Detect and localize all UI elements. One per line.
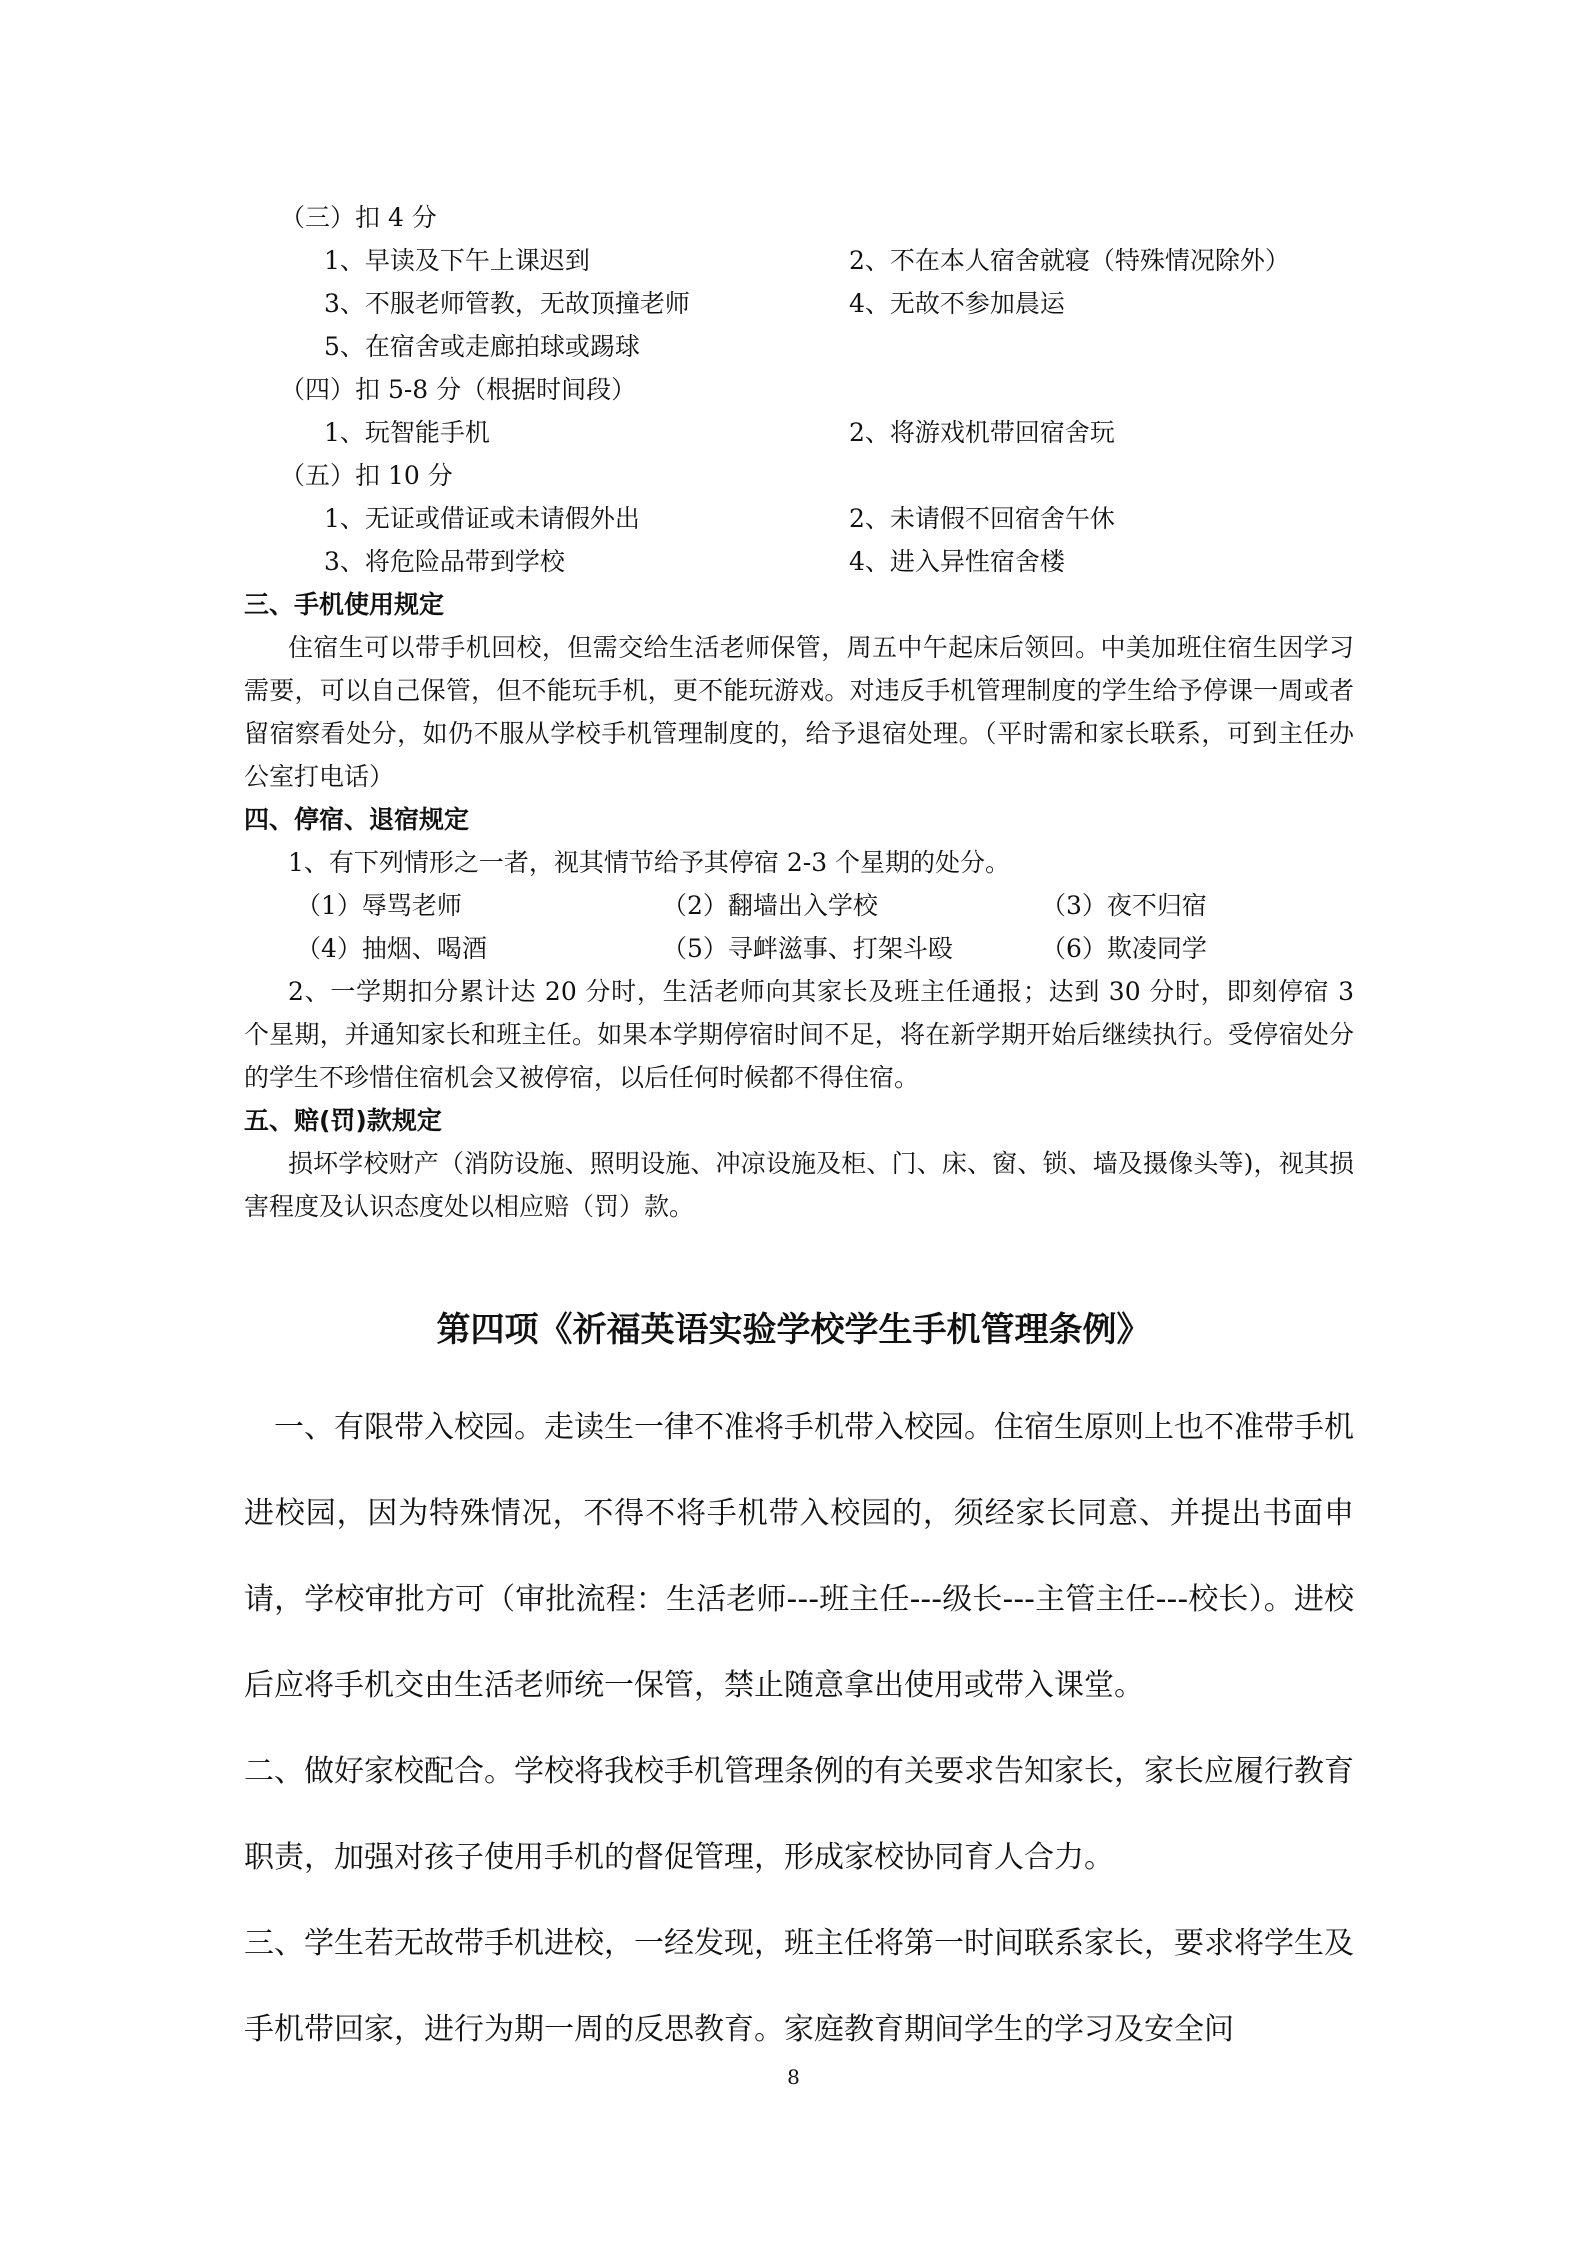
deduct-4-item: 4、无故不参加晨运 xyxy=(849,289,1065,318)
deduct-10-item: 2、未请假不回宿舍午休 xyxy=(849,504,1115,533)
phone-rules-text: 住宿生可以带手机回校，但需交给生活老师保管，周五中午起床后领回。中美加班住宿生因学习需要，可以自己保管，但不能玩手机，更不能玩游戏。对违反手机管理制度的学生给予停课一周或者留宿察看处分，如仍不服从学校手机管理制度的，给予退宿处理。（平时需和家长联系，可到主任办公室打电话） xyxy=(244,633,1354,791)
deduct-10-heading: （五）扣 10 分 xyxy=(280,461,453,490)
deduct-10-item: 1、无证或借证或未请假外出 xyxy=(324,504,640,533)
compensation-heading: 五、赔(罚)款规定 xyxy=(244,1106,442,1135)
suspension-heading: 四、停宿、退宿规定 xyxy=(244,805,470,834)
suspension-case: （5）寻衅滋事、打架斗殴 xyxy=(662,934,953,963)
deduct-4-heading: （三）扣 4 分 xyxy=(280,203,437,232)
deduct-4-item: 3、不服老师管教，无故顶撞老师 xyxy=(324,289,690,318)
suspension-case: （1）辱骂老师 xyxy=(296,891,462,920)
deduct-5-8-heading: （四）扣 5-8 分（根据时间段） xyxy=(280,375,637,404)
deduct-4-item: 1、早读及下午上课迟到 xyxy=(324,246,590,275)
suspension-case: （2）翻墙出入学校 xyxy=(662,891,878,920)
deduct-10-item: 3、将危险品带到学校 xyxy=(324,547,565,576)
page-number: 8 xyxy=(787,2065,800,2089)
suspension-intro: 1、有下列情形之一者，视其情节给予其停宿 2-3 个星期的处分。 xyxy=(288,848,1011,877)
deduct-5-8-item: 2、将游戏机带回宿舍玩 xyxy=(849,418,1115,447)
regulation-paragraph: 一、有限带入校园。走读生一律不准将手机带入校园。住宿生原则上也不准带手机进校园，因为特殊情况，不得不将手机带入校园的，须经家长同意、并提出书面申请，学校审批方可（审批流程：生活老师---班主任---级长---主管主任---校长）。进校后应将手机交由生活老师统一保管，禁止随意拿出使用或带入课堂。 xyxy=(244,1410,1354,1703)
suspension-case: （6）欺凌同学 xyxy=(1041,934,1207,963)
regulation-paragraph: 三、学生若无故带手机进校，一经发现，班主任将第一时间联系家长，要求将学生及手机带回家，进行为期一周的反思教育。家庭教育期间学生的学习及安全问 xyxy=(244,1926,1354,2047)
deduction-rules xyxy=(244,196,1354,1228)
suspension-case: （4）抽烟、喝酒 xyxy=(296,934,487,963)
suspension-case: （3）夜不归宿 xyxy=(1041,891,1207,920)
phone-management-regulations xyxy=(244,1385,1354,2073)
regulation-paragraph: 二、做好家校配合。学校将我校手机管理条例的有关要求告知家长，家长应履行教育职责，加强对孩子使用手机的督促管理，形成家校协同育人合力。 xyxy=(244,1754,1354,1875)
deduct-5-8-item: 1、玩智能手机 xyxy=(324,418,490,447)
suspension-rule-2: 2、一学期扣分累计达 20 分时，生活老师向其家长及班主任通报；达到 30 分时，即刻停宿 3 个星期，并通知家长和班主任。如果本学期停宿时间不足，将在新学期开始后继续执行。受停宿处分的学生不珍惜住宿机会又被停宿，以后任何时候都不得住宿。 xyxy=(244,977,1354,1092)
section-title: 第四项《祈福英语实验学校学生手机管理条例》 xyxy=(436,1310,1151,1350)
deduct-4-item: 2、不在本人宿舍就寝（特殊情况除外） xyxy=(849,246,1290,275)
compensation-text: 损坏学校财产（消防设施、照明设施、冲凉设施及柜、门、床、窗、锁、墙及摄像头等)，视其损害程度及认识态度处以相应赔（罚）款。 xyxy=(244,1149,1354,1221)
deduct-10-item: 4、进入异性宿舍楼 xyxy=(849,547,1065,576)
deduct-4-item: 5、在宿舍或走廊拍球或踢球 xyxy=(324,332,640,361)
phone-rules-heading: 三、手机使用规定 xyxy=(244,590,445,619)
